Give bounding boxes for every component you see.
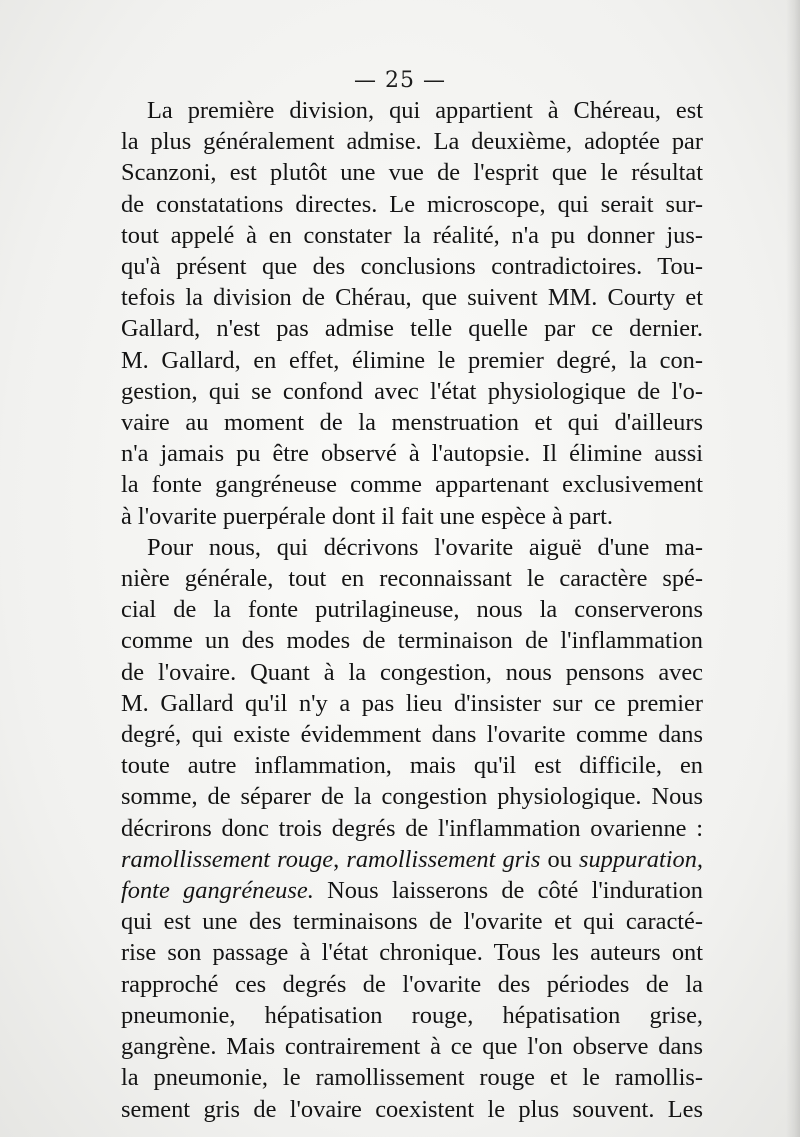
- text-fragment: Nous laisserons de côté l'induration: [313, 877, 703, 905]
- text-line: n'a jamais pu être observé à l'autopsie. Il élimine aussi: [121, 440, 703, 468]
- body-text: [121, 95, 703, 1125]
- text-line: de constatations directes. Le microscope, qui serait sur-: [121, 190, 703, 218]
- text-line: à l'ovarite puerpérale dont il fait une espèce à part.: [121, 502, 613, 530]
- text-line: cial de la fonte putrilagineuse, nous la conserverons: [121, 596, 703, 624]
- italic-term: ramollissement rouge: [121, 845, 334, 873]
- text-line: tout appelé à en constater la réalité, n'a pu donner jus-: [121, 221, 703, 249]
- page-number: — 25 —: [354, 68, 446, 93]
- page-edge-shadow: [786, 0, 800, 1137]
- text-line: pneumonie, hépatisation rouge, hépatisation grise,: [121, 1001, 703, 1029]
- text-line-mixed: [121, 875, 703, 906]
- text-line: qu'à présent que des conclusions contradictoires. Tou-: [121, 253, 703, 281]
- text-line: vaire au moment de la menstruation et qui d'ailleurs: [121, 409, 703, 437]
- text-line: rapproché ces degrés de l'ovarite des périodes de la: [121, 970, 703, 998]
- text-fragment: ou: [540, 845, 579, 873]
- text-line: sement gris de l'ovaire coexistent le plus souvent. Les: [121, 1095, 703, 1123]
- text-line: rise son passage à l'état chronique. Tous les auteurs ont: [121, 939, 703, 967]
- text-line: M. Gallard qu'il n'y a pas lieu d'insister sur ce premier: [121, 689, 703, 717]
- text-line: toute autre inflammation, mais qu'il est difficile, en: [121, 752, 703, 780]
- text-line: gestion, qui se confond avec l'état physiologique de l'o-: [121, 377, 703, 405]
- text-line: la pneumonie, le ramollissement rouge et le ramollis-: [121, 1064, 703, 1092]
- text-line: La première division, qui appartient à Chéreau, est: [147, 97, 703, 124]
- text-line: Gallard, n'est pas admise telle quelle par ce dernier.: [121, 315, 703, 343]
- text-line: Pour nous, qui décrivons l'ovarite aiguë d'une ma-: [147, 533, 703, 561]
- text-line: la fonte gangréneuse comme appartenant exclusivement: [121, 471, 703, 499]
- text-line: degré, qui existe évidemment dans l'ovarite comme dans: [121, 721, 703, 749]
- italic-term: fonte gangréneuse.: [121, 877, 314, 905]
- text-line: nière générale, tout en reconnaissant le caractère spé-: [121, 565, 703, 593]
- text-fragment: ,: [333, 845, 347, 873]
- text-line-mixed: [121, 844, 703, 875]
- text-line: décrirons donc trois degrés de l'inflammation ovarienne :: [121, 814, 703, 842]
- text-line: gangrène. Mais contrairement à ce que l'on observe dans: [121, 1033, 703, 1061]
- text-line: Scanzoni, est plutôt une vue de l'esprit que le résultat: [121, 159, 703, 187]
- text-line: comme un des modes de terminaison de l'inflammation: [121, 627, 703, 655]
- text-line: la plus généralement admise. La deuxième, adoptée par: [121, 128, 703, 156]
- text-line: de l'ovaire. Quant à la congestion, nous pensons avec: [121, 658, 703, 686]
- italic-term: suppuration,: [578, 845, 703, 873]
- text-line: tefois la division de Chérau, que suivent MM. Courty et: [121, 284, 703, 312]
- text-line: M. Gallard, en effet, élimine le premier degré, la con-: [121, 346, 703, 374]
- text-line: qui est une des terminaisons de l'ovarite et qui caracté-: [121, 908, 703, 936]
- text-line: somme, de séparer de la congestion physiologique. Nous: [121, 783, 703, 811]
- italic-term: ramollissement gris: [346, 845, 541, 873]
